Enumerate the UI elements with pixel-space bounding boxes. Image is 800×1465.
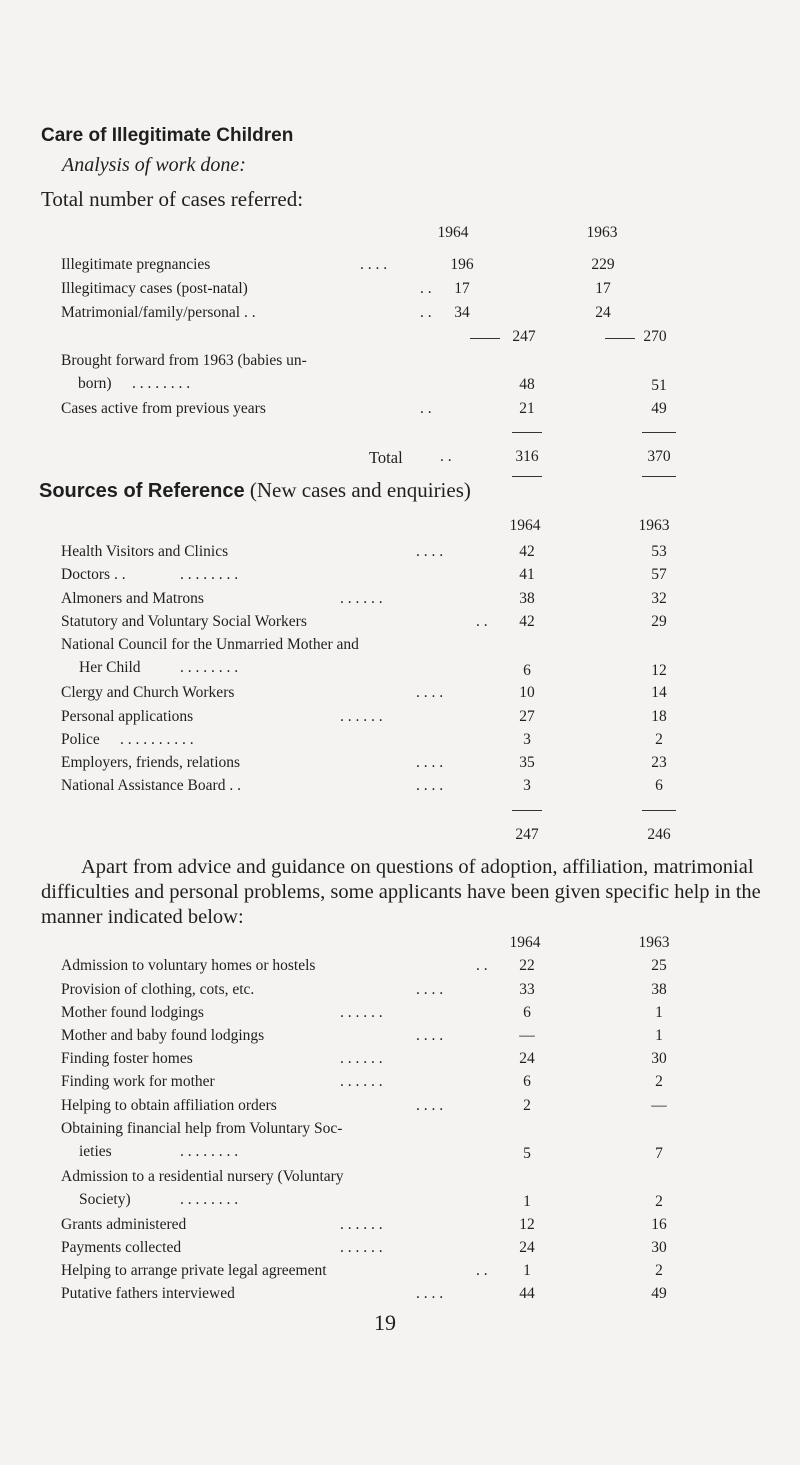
help-row-dots: . . . . . . . . [180, 1191, 239, 1208]
sources-row-label: Employers, friends, relations [61, 754, 241, 771]
sources-col-1963: 1963 [638, 517, 670, 534]
sources-total-1963: 246 [647, 826, 671, 843]
sources-total-1964: 247 [515, 826, 539, 843]
cases-subtotal-1963: 270 [643, 328, 667, 345]
sources-row-dots: . . . . [416, 754, 444, 771]
cases-row-1963: 229 [591, 256, 615, 273]
help-row-dots: . . . . . . [340, 1239, 383, 1256]
sources-row-1964: 3 [523, 731, 531, 748]
cases-row-dots: . . [420, 304, 432, 321]
help-row-label: Payments collected [61, 1239, 182, 1256]
help-row-1964: 6 [523, 1073, 531, 1090]
cases-row-label: Matrimonial/family/personal . . [61, 304, 256, 321]
sources-row-1964: 35 [519, 754, 535, 771]
sources-row-label: Doctors . . [61, 566, 126, 583]
help-row-1964: 22 [519, 957, 535, 974]
sources-row-dots: . . [476, 613, 488, 630]
help-col-1963: 1963 [638, 934, 670, 951]
help-row-1964: 1 [523, 1193, 531, 1210]
help-row-1964: 24 [519, 1050, 535, 1067]
sources-row-dots: . . . . [416, 777, 444, 794]
help-row-1963: — [651, 1097, 667, 1114]
help-row-label: Grants administered [61, 1216, 187, 1233]
sources-row-label: Personal applications [61, 708, 194, 725]
help-row-dots: . . . . . . [340, 1073, 383, 1090]
total-1963: 370 [647, 448, 671, 465]
help-row-label: Finding work for mother [61, 1073, 215, 1090]
cases-row-1963: 17 [595, 280, 611, 297]
help-row-dots: . . . . [416, 1027, 444, 1044]
help-row-1963: 1 [655, 1004, 663, 1021]
help-row-1964: 1 [523, 1262, 531, 1279]
sources-total-rule-1963 [642, 810, 676, 811]
sources-row-dots: . . . . . . . . [180, 659, 239, 676]
sources-row-label: Clergy and Church Workers [61, 684, 235, 701]
sources-row-1963: 29 [651, 613, 667, 630]
help-row-label: Mother and baby found lodgings [61, 1027, 265, 1044]
help-row-label: Finding foster homes [61, 1050, 193, 1067]
sources-row-label: Her Child [79, 659, 141, 676]
help-row-dots: . . [476, 1262, 488, 1279]
sources-row-1963: 2 [655, 731, 663, 748]
sources-row-dots: . . . . [416, 543, 444, 560]
help-row-label: Helping to obtain affiliation orders [61, 1097, 277, 1114]
cases-row-1963: 24 [595, 304, 611, 321]
help-row-1963: 7 [655, 1145, 663, 1162]
help-row-dots: . . . . . . [340, 1216, 383, 1233]
sources-row-dots: . . . . [416, 684, 444, 701]
cases-col-1964: 1964 [437, 224, 469, 241]
cases-row-dots: . . [420, 280, 432, 297]
cases-row-label: Illegitimate pregnancies [61, 256, 211, 273]
help-row-dots: . . [476, 957, 488, 974]
sources-row-1964: 41 [519, 566, 535, 583]
sources-row-label: Police [61, 731, 100, 748]
help-col-1964: 1964 [509, 934, 541, 951]
help-row-1964: 5 [523, 1145, 531, 1162]
cases-row-dots: . . . . [360, 256, 388, 273]
previous-years-dots: . . [420, 400, 432, 417]
total-rule-1964 [512, 432, 542, 433]
brought-forward-label: Brought forward from 1963 (babies un- [61, 352, 307, 369]
help-row-1964: 6 [523, 1004, 531, 1021]
sources-row-1964: 42 [519, 613, 535, 630]
cases-row-1964: 34 [454, 304, 470, 321]
sources-row-1963: 57 [651, 566, 667, 583]
subtotal-dash-1964 [470, 338, 500, 339]
sources-row-1964: 10 [519, 684, 535, 701]
total-dots: . . [440, 448, 452, 465]
help-row-1963: 30 [651, 1050, 667, 1067]
help-row-label: Putative fathers interviewed [61, 1285, 235, 1302]
sources-row-dots: . . . . . . . . . . [120, 731, 194, 748]
previous-years-1963: 49 [651, 400, 667, 417]
intro-paragraph: Apart from advice and guidance on questions of adoption, affiliation, matrimonial difficulties and personal problems, some applicants have been given specific help in the manner indicated below: [41, 856, 761, 928]
sources-row-1964: 27 [519, 708, 535, 725]
help-row-1963: 49 [651, 1285, 667, 1302]
total-underline-1963 [642, 476, 676, 477]
sources-heading-rest: (New cases and enquiries) [249, 478, 471, 502]
help-row-1963: 16 [651, 1216, 667, 1233]
sources-row-label: National Assistance Board . . [61, 777, 241, 794]
cases-subtotal-1964: 247 [512, 328, 536, 345]
help-row-1964: — [519, 1027, 535, 1044]
sources-row-1964: 42 [519, 543, 535, 560]
sources-row-1963: 18 [651, 708, 667, 725]
help-row-1964: 12 [519, 1216, 535, 1233]
sources-row-1964: 3 [523, 777, 531, 794]
total-rule-1963 [642, 432, 676, 433]
cases-row-label: Illegitimacy cases (post-natal) [61, 280, 248, 297]
brought-forward-dots: . . . . . . . . [132, 375, 191, 392]
help-row-dots: . . . . . . . . [180, 1143, 239, 1160]
sources-row-dots: . . . . . . [340, 590, 383, 607]
help-row-1964: 2 [523, 1097, 531, 1114]
sources-row-1963: 53 [651, 543, 667, 560]
previous-years-1964: 21 [519, 400, 535, 417]
help-row-dots: . . . . [416, 1285, 444, 1302]
help-row-1963: 1 [655, 1027, 663, 1044]
help-row-dots: . . . . . . [340, 1050, 383, 1067]
financial-help-label: Obtaining financial help from Voluntary Soc- [61, 1120, 343, 1137]
brought-forward-1963: 51 [651, 377, 667, 394]
cases-heading: Total number of cases referred: [41, 187, 304, 211]
total-1964: 316 [515, 448, 539, 465]
brought-forward-label-cont: born) [78, 375, 112, 392]
help-row-1964: 33 [519, 981, 535, 998]
help-row-label: Society) [79, 1191, 131, 1208]
total-underline-1964 [512, 476, 542, 477]
sources-heading [39, 478, 471, 503]
help-row-dots: . . . . [416, 1097, 444, 1114]
sources-row-dots: . . . . . . [340, 708, 383, 725]
sources-row-label: Statutory and Voluntary Social Workers [61, 613, 307, 630]
sources-row-1963: 14 [651, 684, 667, 701]
sources-row-label: Almoners and Matrons [61, 590, 204, 607]
sources-row-1964: 38 [519, 590, 535, 607]
sources-row-label: Health Visitors and Clinics [61, 543, 229, 560]
sources-row-1963: 6 [655, 777, 663, 794]
help-row-dots: . . . . . . [340, 1004, 383, 1021]
cases-row-1964: 17 [454, 280, 470, 297]
page-title: Care of Illegitimate Children [41, 125, 294, 146]
sources-row-1963: 23 [651, 754, 667, 771]
help-row-label: Provision of clothing, cots, etc. [61, 981, 255, 998]
help-row-1964: 24 [519, 1239, 535, 1256]
help-row-1963: 2 [655, 1193, 663, 1210]
sources-row-1964: 6 [523, 662, 531, 679]
sources-row-1963: 12 [651, 662, 667, 679]
help-row-1963: 2 [655, 1073, 663, 1090]
sources-col-1964: 1964 [509, 517, 541, 534]
national-council-label: National Council for the Unmarried Mother and [61, 636, 359, 653]
help-row-label: Helping to arrange private legal agreement [61, 1262, 327, 1279]
page-number: 19 [374, 1310, 396, 1335]
help-row-label: Mother found lodgings [61, 1004, 204, 1021]
cases-col-1963: 1963 [586, 224, 618, 241]
help-row-1963: 2 [655, 1262, 663, 1279]
help-row-1963: 38 [651, 981, 667, 998]
help-row-1963: 30 [651, 1239, 667, 1256]
help-row-label: ieties [79, 1143, 112, 1160]
page-subtitle: Analysis of work done: [62, 154, 246, 176]
brought-forward-1964: 48 [519, 376, 535, 393]
sources-heading-bold: Sources of Reference [39, 480, 245, 502]
help-row-1963: 25 [651, 957, 667, 974]
sources-total-rule-1964 [512, 810, 542, 811]
previous-years-label: Cases active from previous years [61, 400, 266, 417]
help-row-1964: 44 [519, 1285, 535, 1302]
help-row-label: Admission to voluntary homes or hostels [61, 957, 316, 974]
sources-row-1963: 32 [651, 590, 667, 607]
total-label: Total [369, 448, 403, 467]
help-row-dots: . . . . [416, 981, 444, 998]
nursery-label: Admission to a residential nursery (Voluntary [61, 1168, 344, 1185]
sources-row-dots: . . . . . . . . [180, 566, 239, 583]
cases-row-1964: 196 [450, 256, 474, 273]
